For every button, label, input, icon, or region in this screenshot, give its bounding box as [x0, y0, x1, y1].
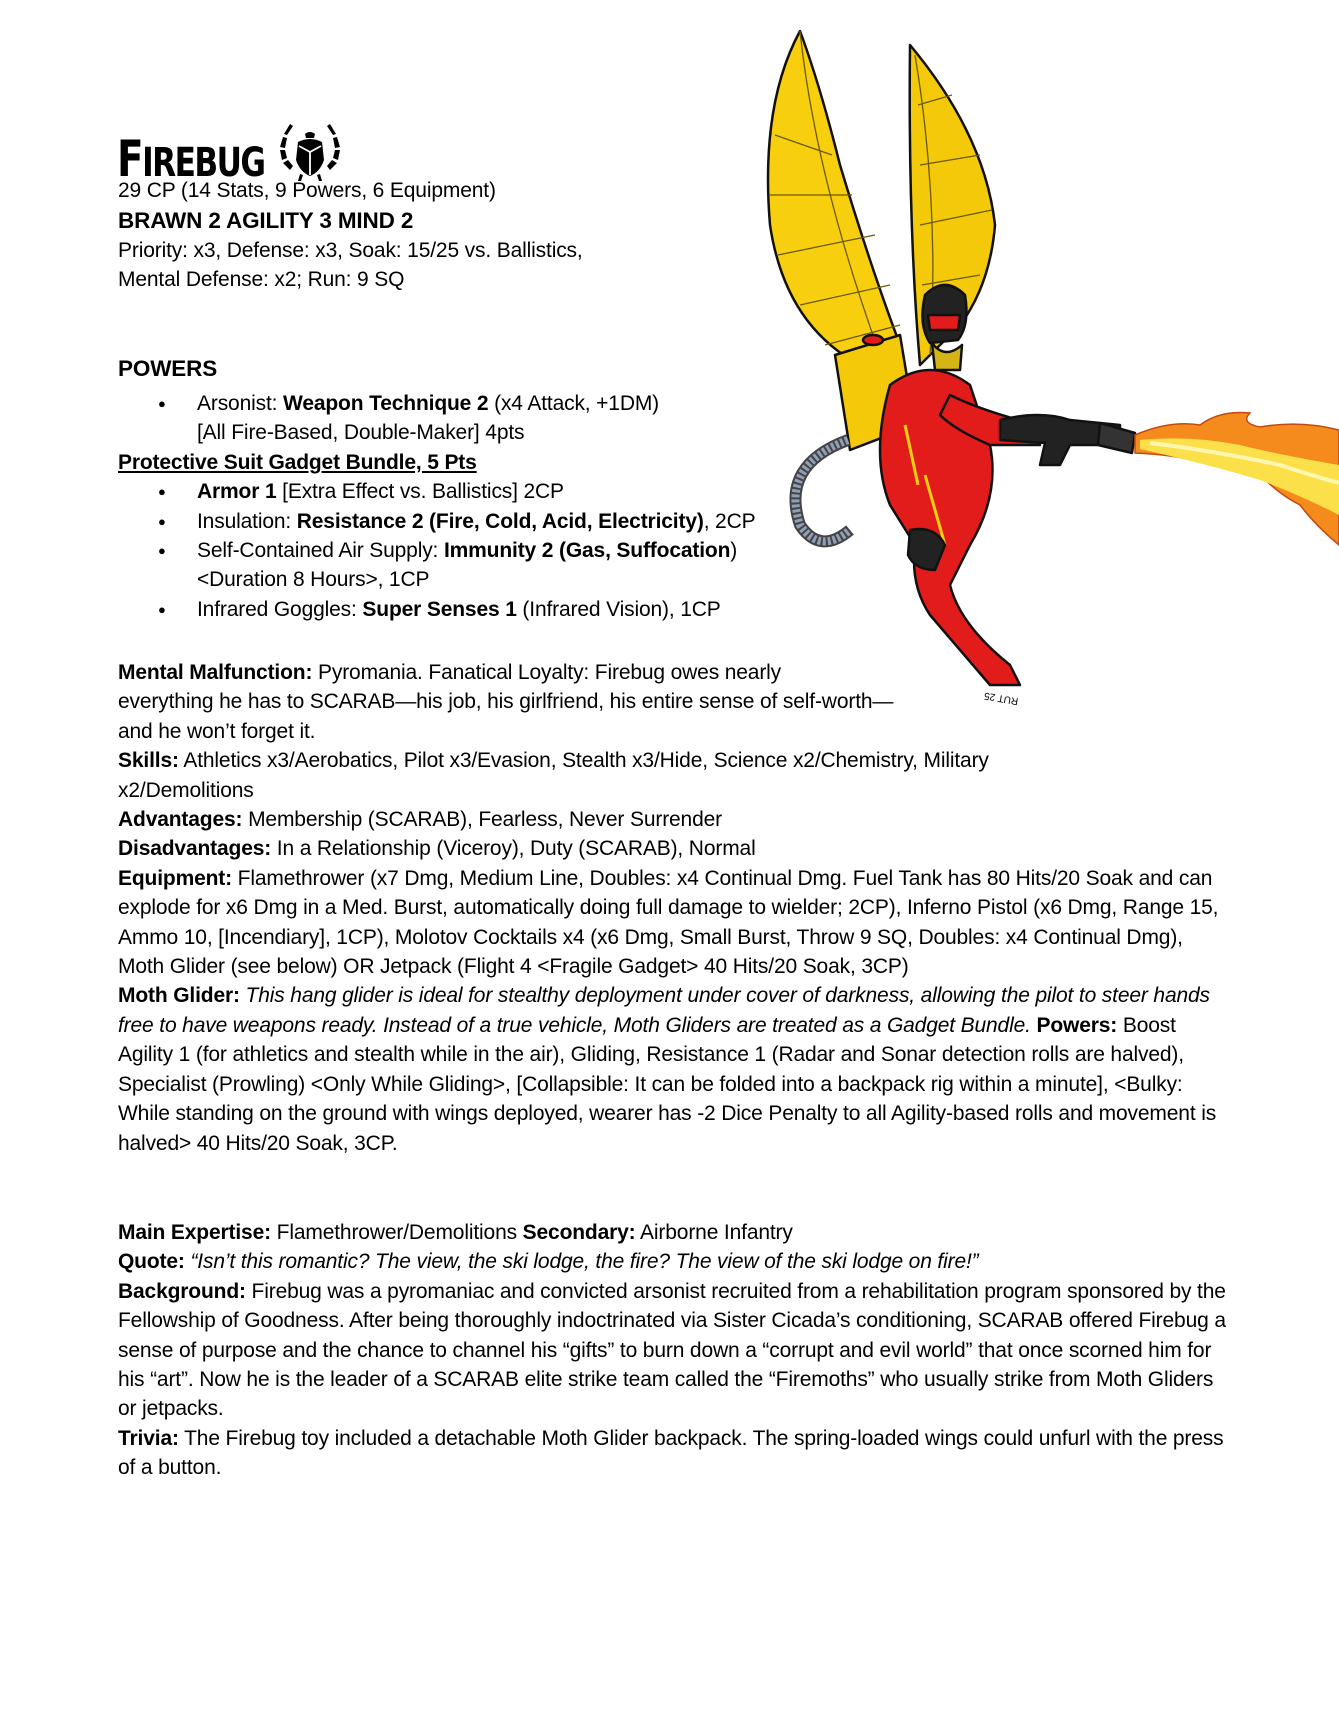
expertise-text: Flamethrower/Demolitions [270, 1221, 523, 1244]
item-prefix: Infrared Goggles: [197, 597, 363, 621]
glider-powers-label: Powers: [1036, 1013, 1118, 1037]
skills [118, 746, 1038, 805]
trivia-label: Trivia: [118, 1426, 179, 1450]
item-suffix: (Infrared Vision), 1CP [516, 597, 721, 621]
quote [118, 1247, 1228, 1276]
bundle-item [118, 536, 818, 595]
bundle-item [118, 477, 818, 506]
firebug-illustration [740, 25, 1339, 735]
background-text: Firebug was a pyromaniac and convicted arsonist recruited from a rehabilitation program sponsored by the Fellowship of Goodness. After being thoroughly indoctrinated via Sister Cicada’s conditioning, SCARAB offered Firebug a sense of purpose and the chance to channel his “gifts” to burn down a “corrupt and evil world” that once scorned him for his “art”. Now he is the leader of a SCARAB elite strike team called the “Firemoths” who usually strike from Moth Gliders or jetpacks. [118, 1279, 1226, 1421]
secondary-label: Secondary: [522, 1221, 636, 1244]
title-row [117, 120, 342, 188]
profile-section [118, 1218, 1228, 1483]
item-suffix: [Extra Effect vs. Ballistics] 2CP [276, 480, 564, 504]
item-suffix: ) [730, 539, 738, 563]
bundle-list [118, 477, 818, 624]
advantages-text: Membership (SCARAB), Fearless, Never Surrender [242, 808, 722, 832]
item-name: Armor 1 [197, 480, 277, 504]
equipment-text: Flamethrower (x7 Dmg, Medium Line, Doubles: x4 Continual Dmg. Fuel Tank has 80 Hits/20 Soak and can explode for x6 Dmg in a Med. Burst, automatically doing full damage to wielder; 2CP), Inferno Pistol (x6 Dmg, Range 15, Ammo 10, [Incendiary], 1CP), Molotov Cocktails x4 (x6 Dmg, Small Burst, Throw 9 SQ, Doubles: x4 Continual Dmg), Moth Glider (see below) OR Jetpack (Flight 4 <Fragile Gadget> 40 Hits/20 Soak, 3CP) [118, 866, 1219, 979]
trivia-text: The Firebug toy included a detachable Moth Glider backpack. The spring-loaded wings could unfurl with the press of a button. [118, 1426, 1224, 1480]
quote-label: Quote: [118, 1250, 185, 1274]
skills-label: Skills: [118, 749, 179, 773]
powers-heading: POWERS [118, 356, 218, 381]
background [118, 1277, 1228, 1424]
secondary-text: Airborne Infantry [635, 1221, 793, 1244]
derived-stats-line-2: Mental Defense: x2; Run: 9 SQ [118, 268, 405, 292]
hose [795, 440, 850, 541]
background-label: Background: [118, 1279, 246, 1303]
expertise [118, 1218, 1228, 1247]
moth-glider [118, 981, 1228, 1157]
powers-list [118, 389, 818, 448]
item-name: Immunity 2 (Gas, Suffocation [443, 539, 731, 563]
derived-stats-line-1: Priority: x3, Defense: x3, Soak: 15/25 vs. Ballistics, [118, 239, 583, 262]
advantages [118, 805, 1228, 834]
equipment-label: Equipment: [118, 866, 232, 890]
item-name: Resistance 2 (Fire, Cold, Acid, Electricity) [296, 509, 704, 533]
quote-text: “Isn’t this romantic? The view, the ski lodge, the fire? The view of the ski lodge on fire!” [184, 1250, 979, 1274]
advantages-label: Advantages: [118, 808, 243, 832]
scarab-icon [278, 120, 342, 182]
glider-description: This hang glider is ideal for stealthy deployment under cover of darkness, allowing the pilot to steer hands free to have weapons ready. Instead of a true vehicle, Moth Gliders are treated as a Gadget Bundle. [118, 984, 1210, 1037]
derived-stats [118, 236, 818, 295]
name-initial: F [117, 130, 143, 188]
trivia [118, 1424, 1228, 1483]
bundle-item [118, 507, 818, 536]
disadvantages [118, 834, 1228, 863]
cp-summary: 29 CP (14 Stats, 9 Powers, 6 Equipment) [118, 179, 496, 202]
disadvantages-label: Disadvantages: [118, 837, 272, 861]
disadvantages-text: In a Relationship (Viceroy), Duty (SCARAB), Normal [271, 837, 756, 861]
mental-line-2: everything he has to SCARAB—his job, his girlfriend, his entire sense of self-worth— [118, 690, 894, 714]
glider-label: Moth Glider: [118, 984, 240, 1008]
stat-line: BRAWN 2 AGILITY 3 MIND 2 [118, 208, 414, 233]
item-prefix: Insulation: [197, 509, 297, 533]
power-suffix: (x4 Attack, +1DM) [488, 392, 660, 415]
item-detail: <Duration 8 Hours>, 1CP [197, 568, 430, 592]
item-suffix: , 2CP [703, 509, 756, 533]
equipment [118, 864, 1228, 982]
power-name: Weapon Technique 2 [283, 392, 489, 415]
flame [1135, 413, 1339, 546]
skills-text: Athletics x3/Aerobatics, Pilot x3/Evasion, Stealth x3/Hide, Science x2/Chemistry, Military x2/Demolitions [118, 749, 989, 802]
mental-label: Mental Malfunction: [118, 661, 313, 684]
mental-line-1: Pyromania. Fanatical Loyalty: Firebug owes nearly [312, 661, 782, 684]
power-detail: [All Fire-Based, Double-Maker] 4pts [197, 421, 525, 445]
artist-signature: RUT 25 [983, 689, 1020, 707]
name-rest: IREBUG [142, 140, 265, 186]
left-wing [768, 31, 903, 372]
bundle-item [118, 595, 818, 624]
mental-line-3: and he won’t forget it. [118, 719, 316, 743]
power-prefix: Arsonist: [197, 392, 284, 415]
item-prefix: Self-Contained Air Supply: [197, 539, 444, 563]
expertise-label: Main Expertise: [118, 1221, 271, 1244]
item-name: Super Senses 1 [362, 597, 517, 621]
glider-powers-text: Boost Agility 1 (for athletics and stealth while in the air), Gliding, Resistance 1 (Radar and Sonar detection rolls are halved), Specialist (Prowling) <Only While Gliding>, [Collapsible: It can be folded into a backpack rig within a minute], <Bulky: While standing on the ground with wings deployed, wearer has -2 Dice Penalty to all Agility-based rolls and movement is halved> 40 Hits/20 Soak, 3CP. [118, 1013, 1217, 1155]
powers-section [118, 389, 818, 624]
power-arsonist [118, 389, 818, 448]
bundle-heading: Protective Suit Gadget Bundle, 5 Pts [118, 450, 477, 474]
